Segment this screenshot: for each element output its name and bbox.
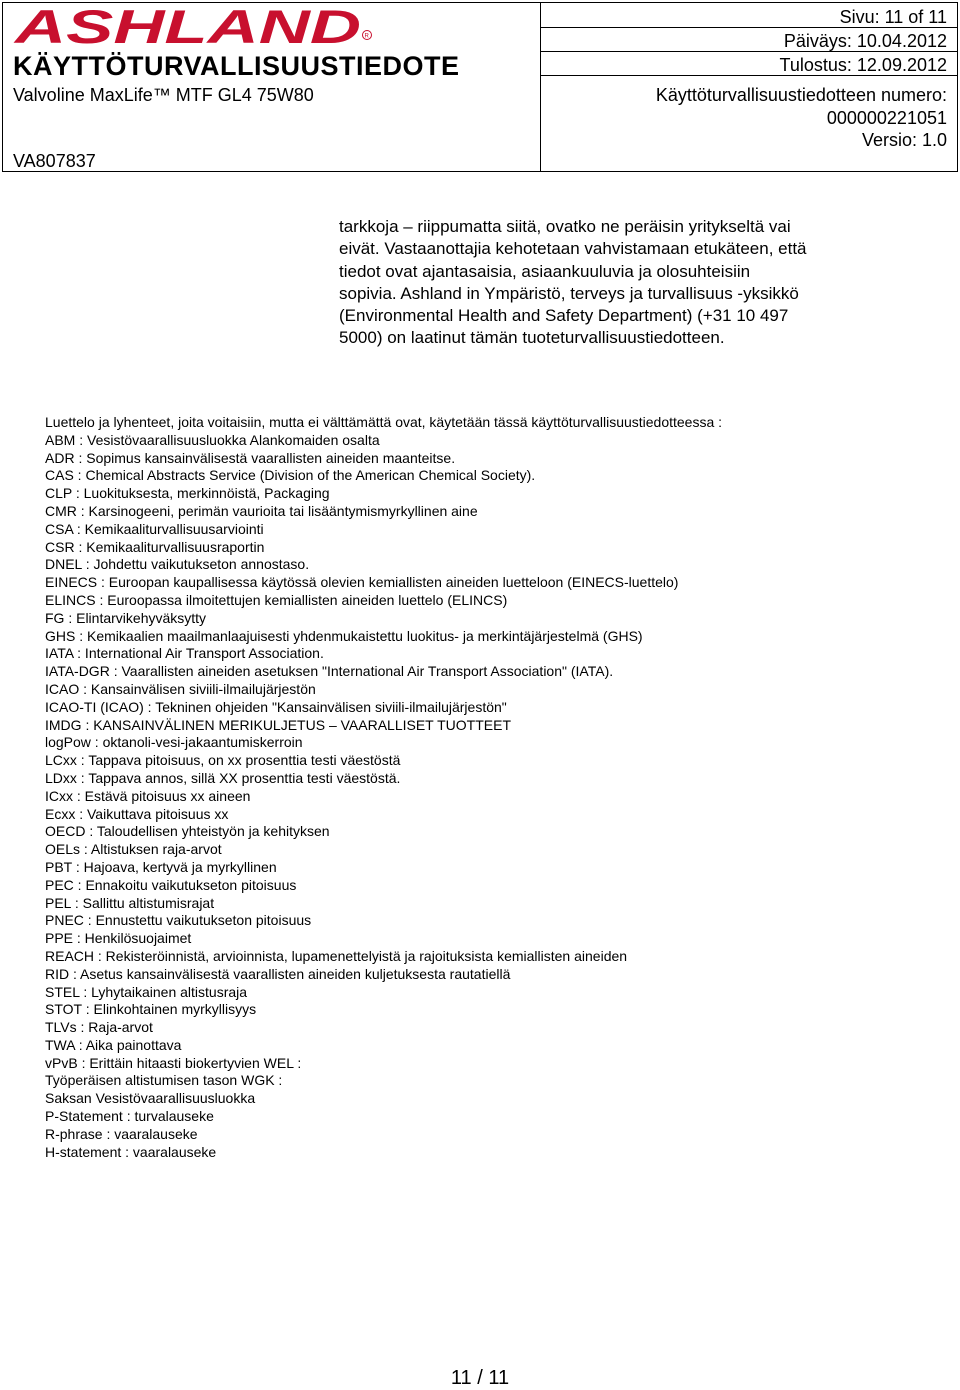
sds-number-label: Käyttöturvallisuustiedotteen numero:	[655, 85, 947, 105]
abbreviation-item: ICxx : Estävä pitoisuus xx aineen	[45, 787, 251, 804]
ashland-logo	[13, 5, 373, 47]
abbreviation-item: OECD : Taloudellisen yhteistyön ja kehityksen	[45, 823, 330, 840]
intro-line: tiedot ovat ajantasaisia, asiaankuuluvia ja olosuhteisiin	[339, 261, 751, 281]
abbreviation-item: CSA : Kemikaaliturvallisuusarviointi	[45, 520, 264, 537]
abbreviation-item: vPvB : Erittäin hitaasti biokertyvien WEL :	[45, 1054, 302, 1071]
abbreviation-item: IATA-DGR : Vaarallisten aineiden asetuksen "International Air Transport Association" (IATA).	[45, 663, 614, 680]
abbreviation-item: ELINCS : Euroopassa ilmoitettujen kemiallisten aineiden luettelo (ELINCS)	[45, 591, 508, 608]
document-title: KÄYTTÖTURVALLISUUSTIEDOTE	[13, 51, 460, 81]
abbreviation-item: PEC : Ennakoitu vaikutukseton pitoisuus	[45, 876, 297, 893]
abbreviation-item: ADR : Sopimus kansainvälisestä vaarallisten aineiden maanteitse.	[45, 449, 456, 466]
intro-line: tarkkoja – riippumatta siitä, ovatko ne peräisin yritykseltä vai	[339, 217, 791, 236]
abbreviation-item: EINECS : Euroopan kaupallisessa käytössä olevien kemiallisten aineiden luetteloon (EINECS-luettelo)	[45, 574, 679, 591]
intro-line: eivät. Vastaanottajia kehotetaan vahvistamaan etukäteen, että	[339, 239, 807, 259]
abbreviation-item: P-Statement : turvalauseke	[45, 1108, 214, 1125]
abbreviation-item: PBT : Hajoava, kertyvä ja myrkyllinen	[45, 858, 277, 875]
sds-number: 000000221051	[826, 108, 947, 128]
abbreviation-item: PEL : Sallittu altistumisrajat	[45, 894, 215, 911]
header-divider	[540, 3, 541, 171]
page-number: 11 / 11	[450, 1367, 510, 1389]
abbreviation-item: CAS : Chemical Abstracts Service (Division of the American Chemical Society).	[45, 467, 536, 484]
abbreviation-item: ICAO-TI (ICAO) : Tekninen ohjeiden "Kansainvälisen siviili-ilmailujärjestön"	[45, 698, 507, 715]
intro-line: 5000) on laatinut tämän tuoteturvallisuustiedotteen.	[339, 328, 725, 348]
intro-paragraph	[339, 216, 899, 350]
abbreviation-item: FG : Elintarvikehyväksytty	[45, 609, 207, 626]
product-code: VA807837	[13, 151, 96, 171]
abbreviation-item: STEL : Lyhytaikainen altistusraja	[45, 983, 248, 1000]
abbreviation-item: IATA : International Air Transport Association.	[45, 645, 324, 662]
revision-date: Päiväys: 10.04.2012	[783, 31, 947, 51]
abbreviation-item: R-phrase : vaaralauseke	[45, 1125, 198, 1142]
version: Versio: 1.0	[861, 130, 947, 150]
abbreviation-list-heading: Luettelo ja lyhenteet, joita voitaisiin, mutta ei välttämättä ovat, käytetään tässä käyttöturvallisuustiedotteessa :	[45, 414, 723, 430]
abbreviation-item: RID : Asetus kansainvälisestä vaarallisten aineiden kuljetuksesta rautatiellä	[45, 965, 511, 982]
abbreviation-item: IMDG : KANSAINVÄLINEN MERIKULJETUS – VAARALLISET TUOTTEET	[45, 716, 511, 733]
logo-wordmark: ASHLAND	[13, 5, 361, 47]
abbreviation-item: LDxx : Tappava annos, sillä XX prosenttia testi väestöstä.	[45, 769, 401, 786]
abbreviation-item: Ecxx : Vaikuttava pitoisuus xx	[45, 805, 229, 822]
print-date: Tulostus: 12.09.2012	[779, 55, 947, 75]
abbreviation-item: Saksan Vesistövaarallisuusluokka	[45, 1090, 256, 1107]
abbreviation-item: OELs : Altistuksen raja-arvot	[45, 841, 222, 858]
page-indicator: Sivu: 11 of 11	[839, 7, 947, 27]
abbreviation-item: H-statement : vaaralauseke	[45, 1143, 217, 1160]
abbreviation-item: REACH : Rekisteröinnistä, arvioinnista, lupamenettelyistä ja rajoituksista kemiallisten aineiden	[45, 947, 628, 964]
document-header	[2, 2, 958, 172]
abbreviation-item: ICAO : Kansainvälisen siviili-ilmailujärjestön	[45, 680, 316, 697]
abbreviation-item: PNEC : Ennustettu vaikutukseton pitoisuus	[45, 912, 312, 929]
abbreviation-item: Työperäisen altistumisen tason WGK :	[45, 1072, 283, 1089]
abbreviation-item: ABM : Vesistövaarallisuusluokka Alankomaiden osalta	[45, 431, 380, 448]
abbreviation-item: DNEL : Johdettu vaikutukseton annostaso.	[45, 556, 310, 573]
abbreviation-item: PPE : Henkilösuojaimet	[45, 930, 192, 947]
svg-text:R: R	[364, 33, 369, 40]
intro-line: (Environmental Health and Safety Department) (+31 10 497	[339, 306, 789, 326]
abbreviation-item: TWA : Aika painottava	[45, 1036, 182, 1053]
abbreviation-item: GHS : Kemikaalien maailmanlaajuisesti yhdenmukaistettu luokitus- ja merkintäjärjestelmä (GHS)	[45, 627, 643, 644]
abbreviation-item: CMR : Karsinogeeni, perimän vaurioita tai lisääntymismyrkyllinen aine	[45, 502, 478, 519]
abbreviation-item: CSR : Kemikaaliturvallisuusraportin	[45, 538, 265, 555]
abbreviation-item: CLP : Luokituksesta, merkinnöistä, Packaging	[45, 485, 330, 502]
abbreviation-item: logPow : oktanoli-vesi-jakaantumiskerroin	[45, 734, 303, 751]
abbreviation-list	[45, 414, 945, 1161]
abbreviation-item: TLVs : Raja-arvot	[45, 1019, 153, 1036]
abbreviation-item: STOT : Elinkohtainen myrkyllisyys	[45, 1001, 257, 1018]
product-name: Valvoline MaxLife™ MTF GL4 75W80	[13, 85, 314, 105]
intro-line: sopivia. Ashland in Ympäristö, terveys ja turvallisuus -yksikkö	[339, 283, 799, 303]
abbreviation-item: LCxx : Tappava pitoisuus, on xx prosenttia testi väestöstä	[45, 752, 401, 769]
